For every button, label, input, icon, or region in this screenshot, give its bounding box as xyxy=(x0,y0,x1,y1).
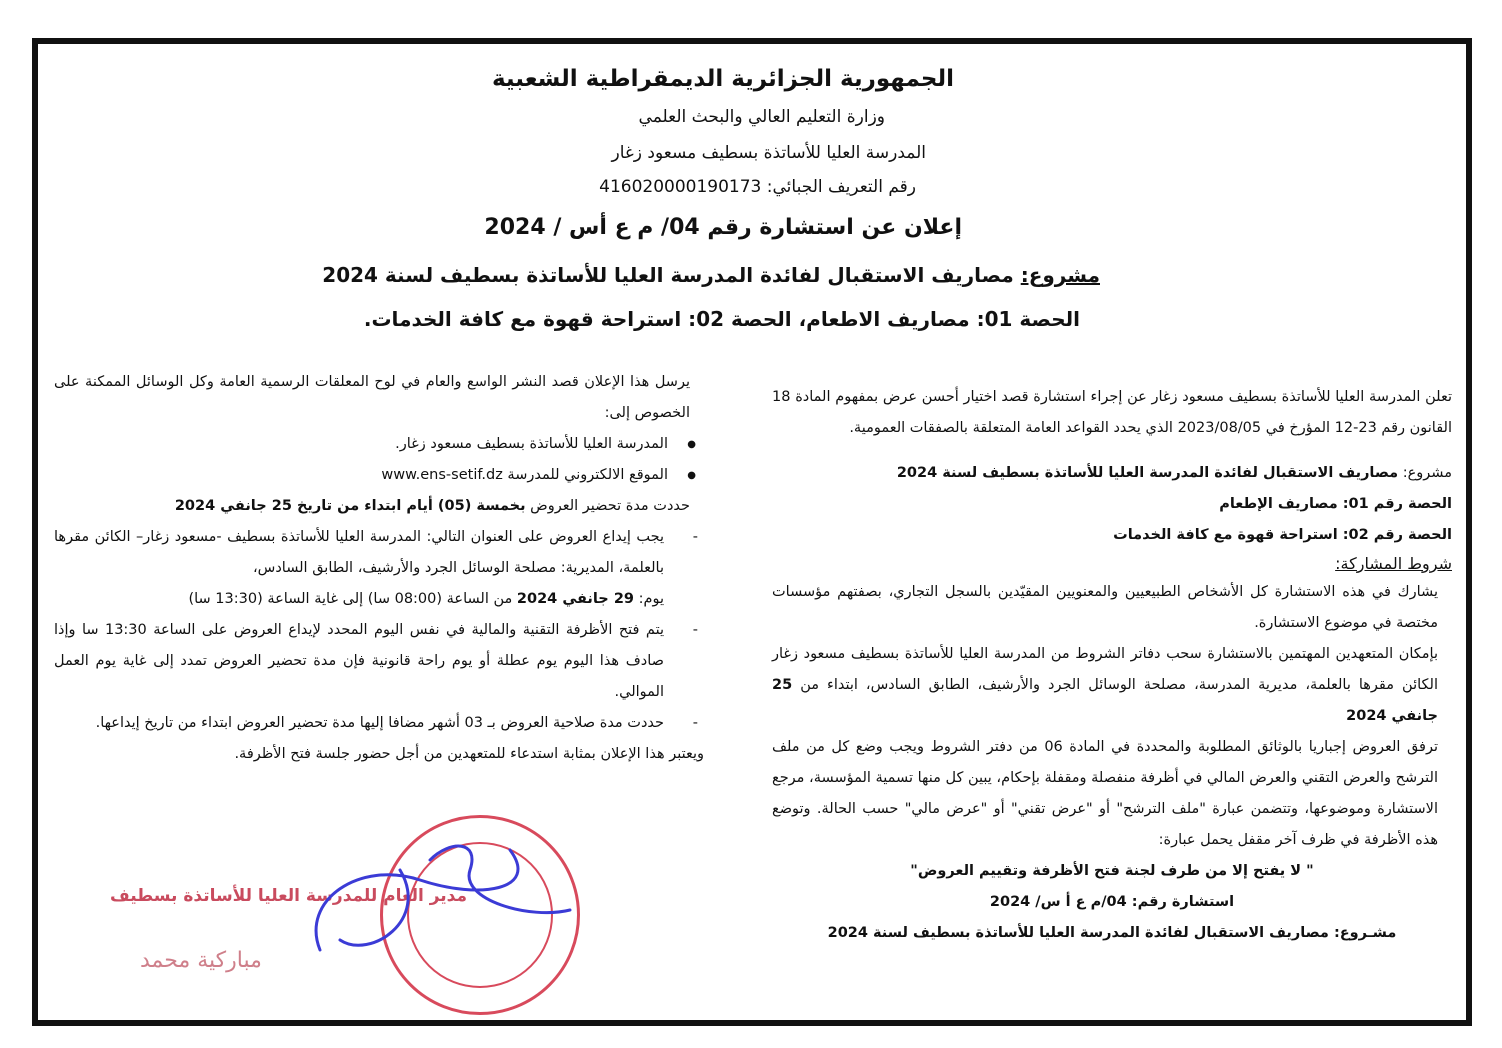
conditions-2-date: 25 جانفي 2024 xyxy=(772,677,1438,724)
validity-paragraph: - حددت مدة صلاحية العروض بـ 03 أشهر مضافا إليها مدة تحضير العروض ابتداء من تاريخ إيداعها. xyxy=(54,708,704,739)
project-text: مصاريف الاستقبال لفائدة المدرسة العليا للأساتذة بسطيف لسنة 2024 xyxy=(322,263,1021,287)
publish-target-website: ● الموقع الالكتروني للمدرسة www.ens-setif.dz xyxy=(54,460,704,491)
signature-block xyxy=(80,810,600,1010)
tax-id: رقم التعريف الجبائي: 416020000190173 xyxy=(599,177,916,197)
right-column xyxy=(772,382,1452,949)
conditions-2-text: بإمكان المتعهدين المهتمين بالاستشارة سحب دفاتر الشروط من المدرسة العليا للأساتذة بسطيف مسعود زغار الكائن مقرها بالعلمة، مديرية المدرسة، مصلحة الوسائل الجرد والأرشيف، الطابق السادس، xyxy=(772,646,1438,693)
project-line xyxy=(772,458,1452,489)
handwritten-signature xyxy=(280,830,580,980)
deposit-time: من الساعة (08:00 سا) إلى غاية الساعة (13:30 سا) xyxy=(188,591,517,607)
conditions-paragraph-2 xyxy=(772,639,1452,732)
deposit-day: 29 جانفي 2024 xyxy=(516,591,634,607)
school-heading: المدرسة العليا للأساتذة بسطيف مسعود زغار xyxy=(611,143,926,163)
project-label: مشروع: xyxy=(1020,263,1100,287)
lots-heading: الحصة 01: مصاريف الاطعام، الحصة 02: استراحة قهوة مع كافة الخدمات. xyxy=(363,307,1080,331)
conditions-heading: شروط المشاركة: xyxy=(1335,554,1452,573)
opening-paragraph: - يتم فتح الأظرفة التقنية والمالية في نفس اليوم المحدد لإيداع العروض على الساعة 13:30 سا وإذا صادف هذا اليوم يوم عطلة أو يوم راحة قانونية فإن مدة تحضير العروض تمدد إلى غاية يوم العمل الموالي. xyxy=(54,615,704,708)
publish-paragraph: يرسل هذا الإعلان قصد النشر الواسع والعام في لوح المعلقات الرسمية العامة وكل الوسائل الممكنة على الخصوص إلى: xyxy=(54,374,690,421)
lot-2: الحصة رقم 02: استراحة قهوة مع كافة الخدمات xyxy=(1113,527,1452,543)
conditions-2-date-prefix: ابتداء من xyxy=(792,677,858,693)
lot-1: الحصة رقم 01: مصاريف الإطعام xyxy=(1219,496,1452,512)
signatory-name: مباركية محمد xyxy=(140,948,262,973)
envelope-project: مشـروع: مصاريف الاستقبال لفائدة المدرسة العليا للأساتذة بسطيف لسنة 2024 xyxy=(827,925,1397,941)
intro-paragraph: تعلن المدرسة العليا للأساتذة بسطيف مسعود زغار عن إجراء استشارة قصد اختيار أحسن عرض بمفهوم المادة 18 القانون رقم 23-12 المؤرخ في 2023/08/05 الذي يحدد القواعد العامة المتعلقة بالصفقات العمومية. xyxy=(772,389,1452,436)
duration-prefix: حددت مدة تحضير العروض xyxy=(525,498,690,514)
consultation-title: إعلان عن استشارة رقم 04/ م ع أس / 2024 xyxy=(484,215,962,240)
project-line-label: مشروع: xyxy=(1398,465,1452,481)
envelope-reference: استشارة رقم: 04/م ع أ س/ 2024 xyxy=(989,894,1235,910)
duration-paragraph xyxy=(54,491,704,522)
duration-bold: بخمسة (05) أيام ابتداء من تاريخ 25 جانفي 2024 xyxy=(174,498,526,514)
deposit-day-prefix: يوم: xyxy=(634,591,664,607)
signatory-title: مدير العام للمدرسة العليا للأساتذة بسطيف xyxy=(110,886,468,906)
project-line-text: مصاريف الاستقبال لفائدة المدرسة العليا للأساتذة بسطيف لسنة 2024 xyxy=(896,465,1399,481)
ministry-heading: وزارة التعليم العالي والبحث العلمي xyxy=(638,107,885,127)
deposit-text: يجب إيداع العروض على العنوان التالي: المدرسة العليا للأساتذة بسطيف -مسعود زغار– الكائن مقرها بالعلمة، المديرية: مصلحة الوسائل الجرد والأرشيف، الطابق السادس، xyxy=(54,529,664,576)
offers-paragraph: ترفق العروض إجباريا بالوثائق المطلوبة والمحددة في المادة 06 من دفتر الشروط ويجب وضع كل من ملف الترشح والعرض التقني والعرض المالي في أظرفة منفصلة ومقفلة بإحكام، يبين كل منها تسمية المؤسسة، مرجع الاستشارة وموضوعها، وتتضمن عبارة "ملف الترشح" أو "عرض تقني" أو "عرض مالي" حسب الحالة. وتوضع هذه الأظرفة في ظرف آخر مقفل يحمل عبارة: xyxy=(772,739,1438,848)
summons-paragraph: ويعتبر هذا الإعلان بمثابة استدعاء للمتعهدين من أجل حضور جلسة فتح الأظرفة. xyxy=(234,746,704,762)
envelope-quote: " لا يفتح إلا من طرف لجنة فتح الأظرفة وتقييم العروض" xyxy=(910,863,1314,879)
publish-target-school: ● المدرسة العليا للأساتذة بسطيف مسعود زغار. xyxy=(54,429,704,460)
republic-heading: الجمهورية الجزائرية الديمقراطية الشعبية xyxy=(491,66,954,92)
deposit-paragraph xyxy=(54,522,704,615)
project-heading xyxy=(322,263,1100,287)
left-column xyxy=(54,367,704,770)
conditions-paragraph-1: يشارك في هذه الاستشارة كل الأشخاص الطبيعيين والمعنويين المقيّدين بالسجل التجاري، بصفتهم مؤسسات مختصة في موضوع الاستشارة. xyxy=(772,584,1438,631)
